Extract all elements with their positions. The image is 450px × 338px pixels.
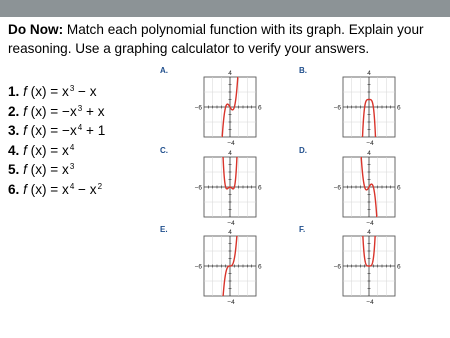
x-max-label: 6 xyxy=(258,263,262,271)
y-max-label: 4 xyxy=(367,229,371,236)
y-min-label: −4 xyxy=(366,220,374,227)
x-max-label: 6 xyxy=(397,104,401,112)
graph-f xyxy=(299,225,401,306)
graph-b xyxy=(299,66,401,147)
y-max-label: 4 xyxy=(367,150,371,157)
graph-a xyxy=(160,66,262,147)
x-min-label: −6 xyxy=(194,184,202,192)
y-max-label: 4 xyxy=(367,70,371,77)
graph-label-a: A. xyxy=(160,66,168,75)
function-item-2: 2. f $(x) = -x^3 + x$ xyxy=(8,103,105,119)
x-min-label: −6 xyxy=(194,104,202,112)
y-max-label: 4 xyxy=(228,229,232,236)
y-min-label: −4 xyxy=(227,140,235,147)
x-max-label: 6 xyxy=(397,263,401,271)
graph-c xyxy=(160,146,262,227)
function-item-5: 5. f $(x) = x^3$ xyxy=(8,162,75,177)
function-item-6: 6. f $(x) = x^4 - x^2$ xyxy=(8,181,103,197)
graph-e xyxy=(160,225,262,306)
x-min-label: −6 xyxy=(333,104,341,112)
y-min-label: −4 xyxy=(227,220,235,227)
graph-label-c: C. xyxy=(160,146,168,155)
function-item-3: 3. f $(x) = -x^4 + 1$ xyxy=(8,123,106,138)
y-max-label: 4 xyxy=(228,150,232,157)
graph-label-b: B. xyxy=(299,66,307,75)
y-min-label: −4 xyxy=(366,299,374,306)
function-item-1: 1. f $(x) = x^3 - x$ xyxy=(8,84,97,99)
x-max-label: 6 xyxy=(258,184,262,192)
x-min-label: −6 xyxy=(333,263,341,271)
x-min-label: −6 xyxy=(333,184,341,192)
x-max-label: 6 xyxy=(397,184,401,192)
do-now-label: Do Now: xyxy=(8,22,64,37)
y-min-label: −4 xyxy=(366,140,374,147)
y-max-label: 4 xyxy=(228,70,232,77)
instructions-text: Match each polynomial function with its graph. Explain your reasoning. Use a graphing calculator to verify your answers. xyxy=(8,22,424,56)
y-min-label: −4 xyxy=(227,299,235,306)
x-min-label: −6 xyxy=(194,263,202,271)
x-max-label: 6 xyxy=(258,104,262,112)
graph-d xyxy=(299,146,401,227)
graph-label-f: F. xyxy=(299,225,306,234)
graph-label-e: E. xyxy=(160,225,168,234)
function-item-4: 4. f $(x) = x^4$ xyxy=(8,142,75,158)
graph-label-d: D. xyxy=(299,146,307,155)
